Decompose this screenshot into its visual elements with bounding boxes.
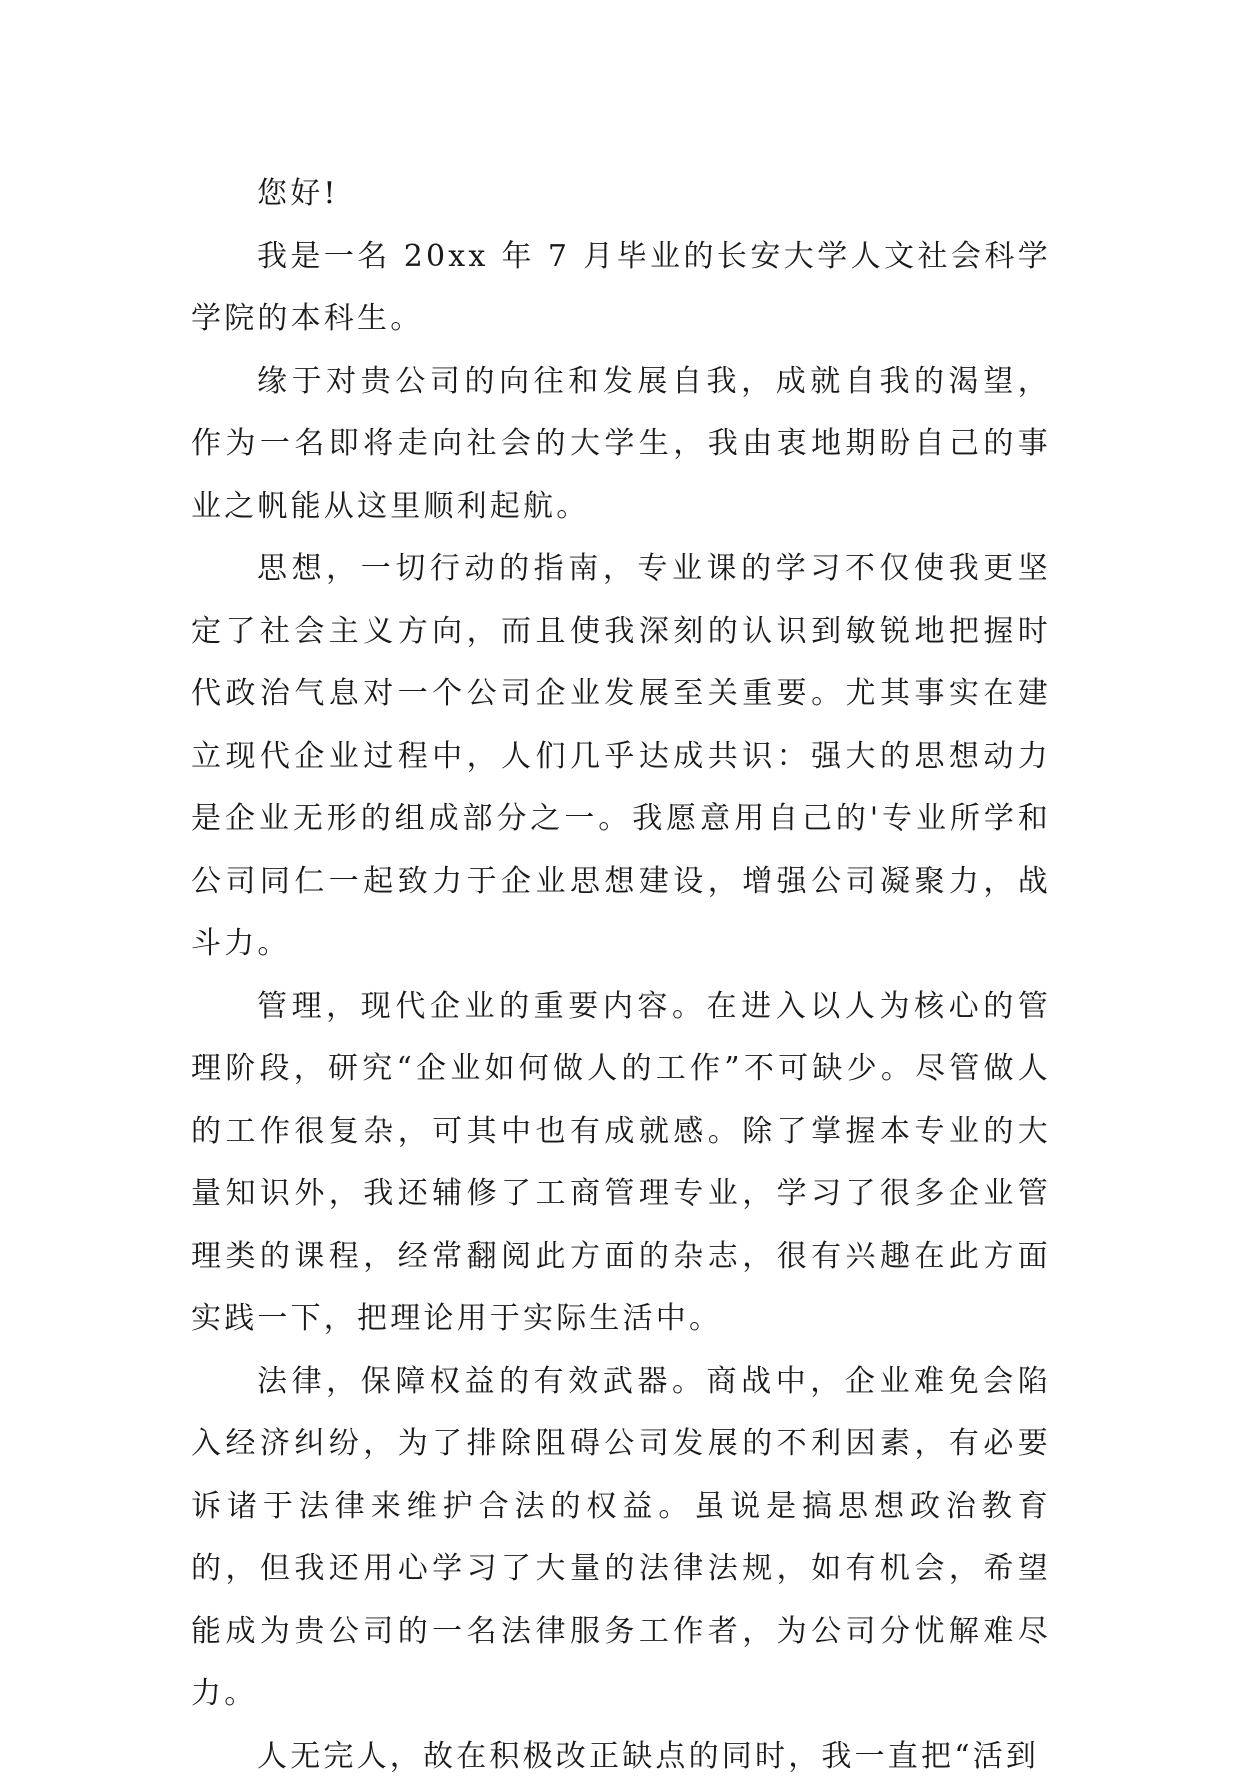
- paragraph-self-improvement: 人无完人，故在积极改正缺点的同时，我一直把“活到: [191, 1726, 1051, 1788]
- letter-body: [191, 163, 1051, 1788]
- paragraph-law: 法律，保障权益的有效武器。商战中，企业难免会陷入经济纠纷，为了排除阻碍公司发展的不利因素，有必要诉诸于法律来维护合法的权益。虽说是搞思想政治教育的，但我还用心学习了大量的法律法规，如有机会，希望能成为贵公司的一名法律服务工作者，为公司分忧解难尽力。: [191, 1351, 1051, 1726]
- paragraph-thought: 思想，一切行动的指南，专业课的学习不仅使我更坚定了社会主义方向，而且使我深刻的认识到敏锐地把握时代政治气息对一个公司企业发展至关重要。尤其事实在建立现代企业过程中，人们几乎达成共识：强大的思想动力是企业无形的组成部分之一。我愿意用自己的'专业所学和公司同仁一起致力于企业思想建设，增强公司凝聚力，战斗力。: [191, 538, 1051, 976]
- paragraph-motivation: 缘于对贵公司的向往和发展自我，成就自我的渴望，作为一名即将走向社会的大学生，我由衷地期盼自己的事业之帆能从这里顺利起航。: [191, 351, 1051, 539]
- greeting: 您好!: [191, 163, 1051, 226]
- paragraph-management: 管理，现代企业的重要内容。在进入以人为核心的管理阶段，研究“企业如何做人的工作”不可缺少。尽管做人的工作很复杂，可其中也有成就感。除了掌握本专业的大量知识外，我还辅修了工商管理专业，学习了很多企业管理类的课程，经常翻阅此方面的杂志，很有兴趣在此方面实践一下，把理论用于实际生活中。: [191, 976, 1051, 1351]
- paragraph-introduction: 我是一名 20xx 年 7 月毕业的长安大学人文社会科学学院的本科生。: [191, 226, 1051, 351]
